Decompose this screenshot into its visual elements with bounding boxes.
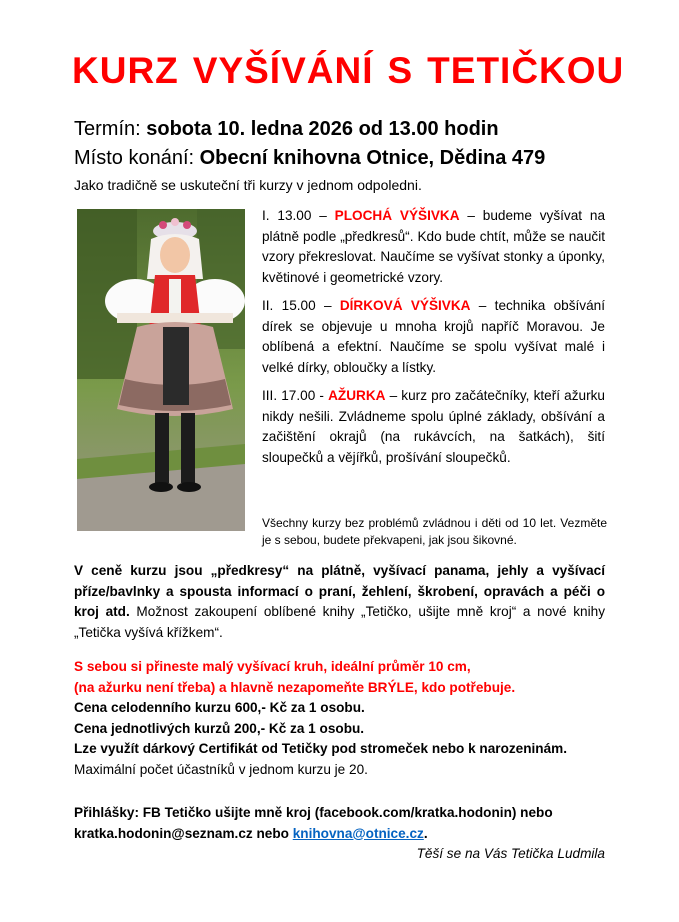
bring-section (74, 657, 634, 780)
place-line (74, 147, 545, 170)
signup-line: Přihlášky: FB Tetičko ušijte mně kroj (facebook.com/kratka.hodonin) nebo (74, 805, 553, 820)
title-word: S (387, 50, 414, 91)
folk-costume-photo (77, 209, 245, 531)
courses-list (262, 206, 605, 476)
course-item (262, 386, 605, 468)
books-offer: Možnost zakoupení oblíbené knihy „Tetičko, ušijte mně kroj“ a nové knihy „Tetička vyšívá křížkem“. (74, 604, 605, 640)
signature: Těší se na Vás Tetička Ludmila (416, 846, 605, 861)
course-item (262, 296, 605, 378)
signup-end: . (423, 825, 428, 841)
course-time: II. 15.00 – (262, 298, 332, 313)
title-word: KURZ (72, 50, 179, 91)
folk-costume-illustration (77, 209, 245, 531)
certificate-info: Lze využít dárkový Certifikát od Tetičky pod stromeček nebo k narozeninám. (74, 741, 568, 756)
course-item (262, 206, 605, 288)
intro-text: Jako tradičně se uskuteční tři kurzy v jednom odpoledni. (74, 177, 422, 193)
course-description: – kurz pro začátečníky, kteří ažurku nikdy nešili. Zvládneme spolu úplné základy, obšívání a začištění okrajů (na rukávcích, na šatkách), šití sloupečků a vějířků, prošívání sloupečků. (262, 388, 605, 465)
course-name: AŽURKA (328, 388, 386, 403)
course-name: DÍRKOVÁ VÝŠIVKA (339, 298, 471, 313)
term-label: Termín: (74, 118, 141, 140)
bring-line: S sebou si přineste malý vyšívací kruh, ideální průměr 10 cm, (74, 659, 471, 674)
course-time: I. 13.00 – (262, 208, 327, 223)
price-single: Cena jednotlivých kurzů 200,- Kč za 1 osobu. (74, 720, 365, 736)
signup-section (74, 803, 634, 844)
place-label: Místo konání: (74, 147, 195, 169)
bring-line-red: (na ažurku není třeba) a hlavně nezapomeňte BRÝLE, (74, 679, 418, 695)
library-email-link[interactable]: knihovna@otnice.cz (292, 825, 424, 841)
course-name: PLOCHÁ VÝŠIVKA (334, 208, 460, 223)
bring-line-end: kdo potřebuje. (417, 679, 516, 695)
included-items: V ceně kurzu jsou „předkresy“ na plátně, vyšívací panama, jehly a vyšívací příze/bavlnky a spousta informací o praní, žehlení, škrobení, opravách a péči o kroj atd. (74, 563, 605, 619)
term-value: sobota 10. ledna 2026 od 13.00 hodin (146, 118, 499, 140)
price-info (74, 561, 605, 643)
course-time: III. 17.00 - (262, 388, 324, 403)
signup-email-text: kratka.hodonin@seznam.cz nebo (74, 825, 293, 841)
title-word: VYŠÍVÁNÍ (192, 50, 374, 91)
children-note: Všechny kurzy bez problémů zvládnou i děti od 10 let. Vezměte je s sebou, budete překvapeni, jak jsou šikovné. (262, 516, 607, 547)
term-line (74, 118, 499, 141)
course-description: – technika obšívání dírek se objevuje u mnoha krojů napříč Moravou. Je oblíbená a efektní. Naučíme se spolu vyšívat malé i velké dírky, obloučky a lístky. (262, 298, 605, 375)
title-word: TETIČKOU (427, 50, 625, 91)
page-title (72, 50, 624, 92)
max-participants: Maximální počet účastníků v jednom kurzu je 20. (74, 761, 368, 777)
bring-line (74, 678, 634, 699)
price-full-day: Cena celodenního kurzu 600,- Kč za 1 osobu. (74, 700, 365, 715)
signup-line (74, 824, 634, 845)
course-description: – budeme vyšívat na plátně podle „předkresů“. Kdo bude chtít, může se naučit vzory překreslovat. Naučíme se vyšívat stonky a úponky, květinové i geometrické vzory. (262, 208, 606, 285)
place-value: Obecní knihovna Otnice, Dědina 479 (199, 147, 546, 169)
